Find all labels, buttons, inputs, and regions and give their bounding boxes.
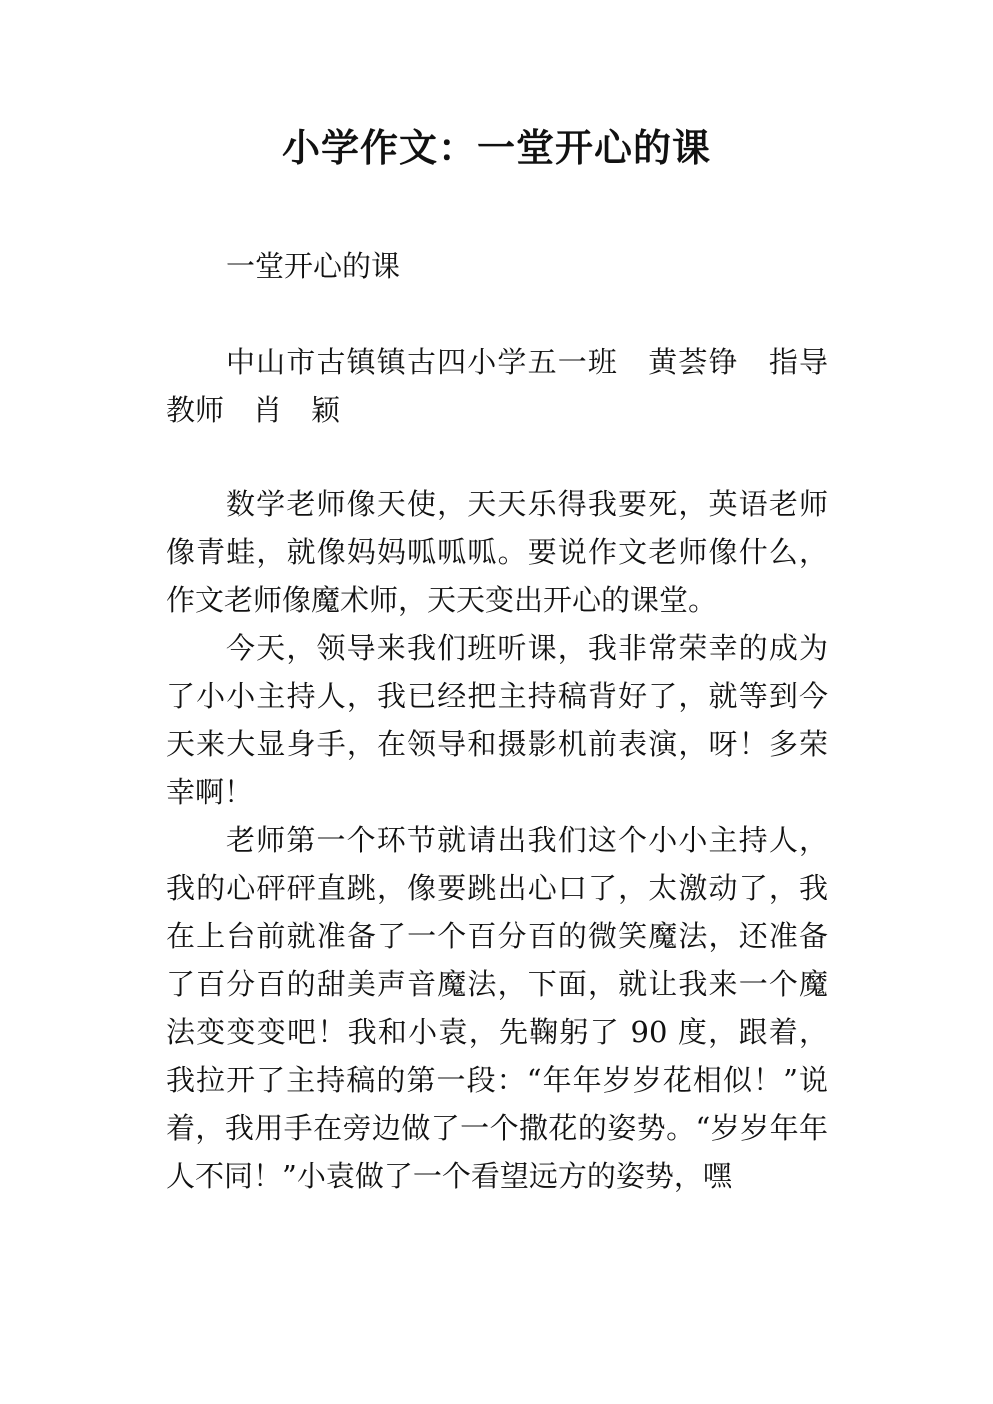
subtitle: 一堂开心的课	[226, 249, 401, 283]
byline: 中山市古镇镇古四小学五一班 黄荟铮 指导教师 肖 颖	[166, 345, 828, 427]
document-body	[166, 242, 828, 1200]
paragraph-1: 数学老师像天使，天天乐得我要死，英语老师像青蛙，就像妈妈呱呱呱。要说作文老师像什么，作文老师像魔术师，天天变出开心的课堂。	[166, 487, 828, 617]
document-title: 小学作文：一堂开心的课	[281, 126, 711, 170]
paragraph-3: 老师第一个环节就请出我们这个小小主持人，我的心砰砰直跳，像要跳出心口了，太激动了，我在上台前就准备了一个百分百的微笑魔法，还准备了百分百的甜美声音魔法，下面，就让我来一个魔法变变变吧！我和小袁，先鞠躬了 90 度，跟着，我拉开了主持稿的第一段：“年年岁岁花相似！”说着，我用手在旁边做了一个撒花的姿势。“岁岁年年人不同！”小袁做了一个看望远方的姿势，嘿	[166, 823, 828, 1193]
paragraph-2: 今天，领导来我们班听课，我非常荣幸的成为了小小主持人，我已经把主持稿背好了，就等到今天来大显身手，在领导和摄影机前表演，呀！多荣幸啊！	[166, 631, 828, 809]
